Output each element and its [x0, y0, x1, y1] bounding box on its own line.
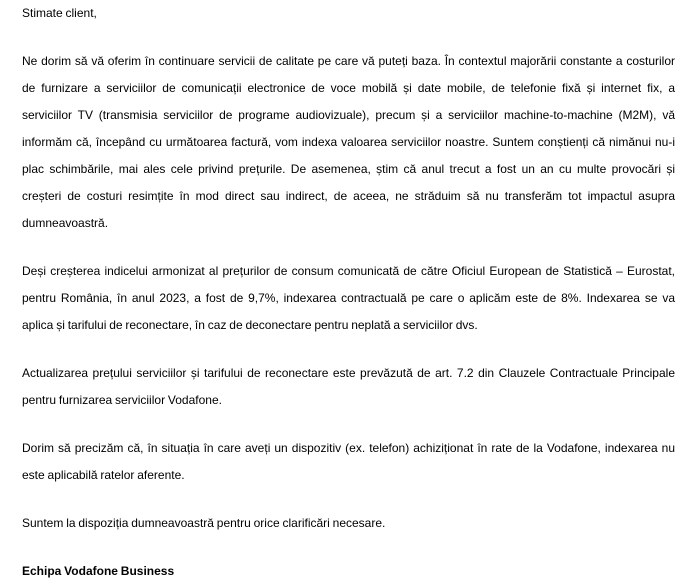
text-line: de furnizare a serviciilor de comunicații electronice de voce mobilă și date mobile, de telefonie fixă și internet fix, a [22, 81, 675, 95]
text-line: Suntem la dispoziția dumneavoastră pentru orice clarificări necesare. [22, 516, 386, 530]
paragraph [22, 435, 675, 489]
text-line: dumneavoastră. [22, 216, 109, 230]
text-line: este aplicabilă ratelor aferente. [22, 468, 185, 482]
text-line: aplica și tarifului de reconectare, în caz de deconectare pentru neplată a serviciilor dvs. [22, 318, 478, 332]
letter-body [22, 48, 675, 537]
text-line: pentru România, în anul 2023, a fost de 9,7%, indexarea contractuală pe care o aplicăm este de 8%. Indexarea se va [22, 291, 675, 305]
paragraph [22, 48, 675, 237]
text-line: creșteri de costuri resimțite în mod direct sau indirect, de aceea, ne străduim să nu transferăm tot impactul asupra [22, 189, 675, 203]
text-line: plac schimbările, mai ales cele privind prețurile. De asemenea, știm că anul trecut a fost un an cu multe provocări și [22, 162, 675, 176]
text-line: Deși creșterea indicelui armonizat al prețurilor de consum comunicată de către Oficiul European de Statistică – Eurostat, [22, 264, 675, 278]
paragraph [22, 360, 675, 414]
paragraph [22, 510, 675, 537]
text-line: Dorim să precizăm că, în situația în care aveți un dispozitiv (ex. telefon) achiziționat în rate de la Vodafone, indexarea nu [22, 441, 675, 455]
text-line: informăm că, începând cu următoarea factură, vom indexa valoarea serviciilor noastre. Suntem conștienți că nimănui nu-i [22, 135, 675, 149]
text-line: Ne dorim să vă oferim în continuare servicii de calitate pe care vă puteți baza. În contextul majorării constante a costurilor [22, 54, 675, 68]
text-line: serviciilor TV (transmisia serviciilor de programe audiovizuale), precum și a serviciilor machine-to-machine (M2M), vă [22, 108, 675, 122]
text-line: pentru furnizarea serviciilor Vodafone. [22, 393, 222, 407]
salutation: Stimate client, [22, 6, 97, 20]
text-line: Actualizarea prețului serviciilor și tarifului de reconectare este prevăzută de art. 7.2 din Clauzele Contractuale Principale [22, 366, 675, 380]
paragraph [22, 258, 675, 339]
signature: Echipa Vodafone Business [22, 564, 175, 578]
